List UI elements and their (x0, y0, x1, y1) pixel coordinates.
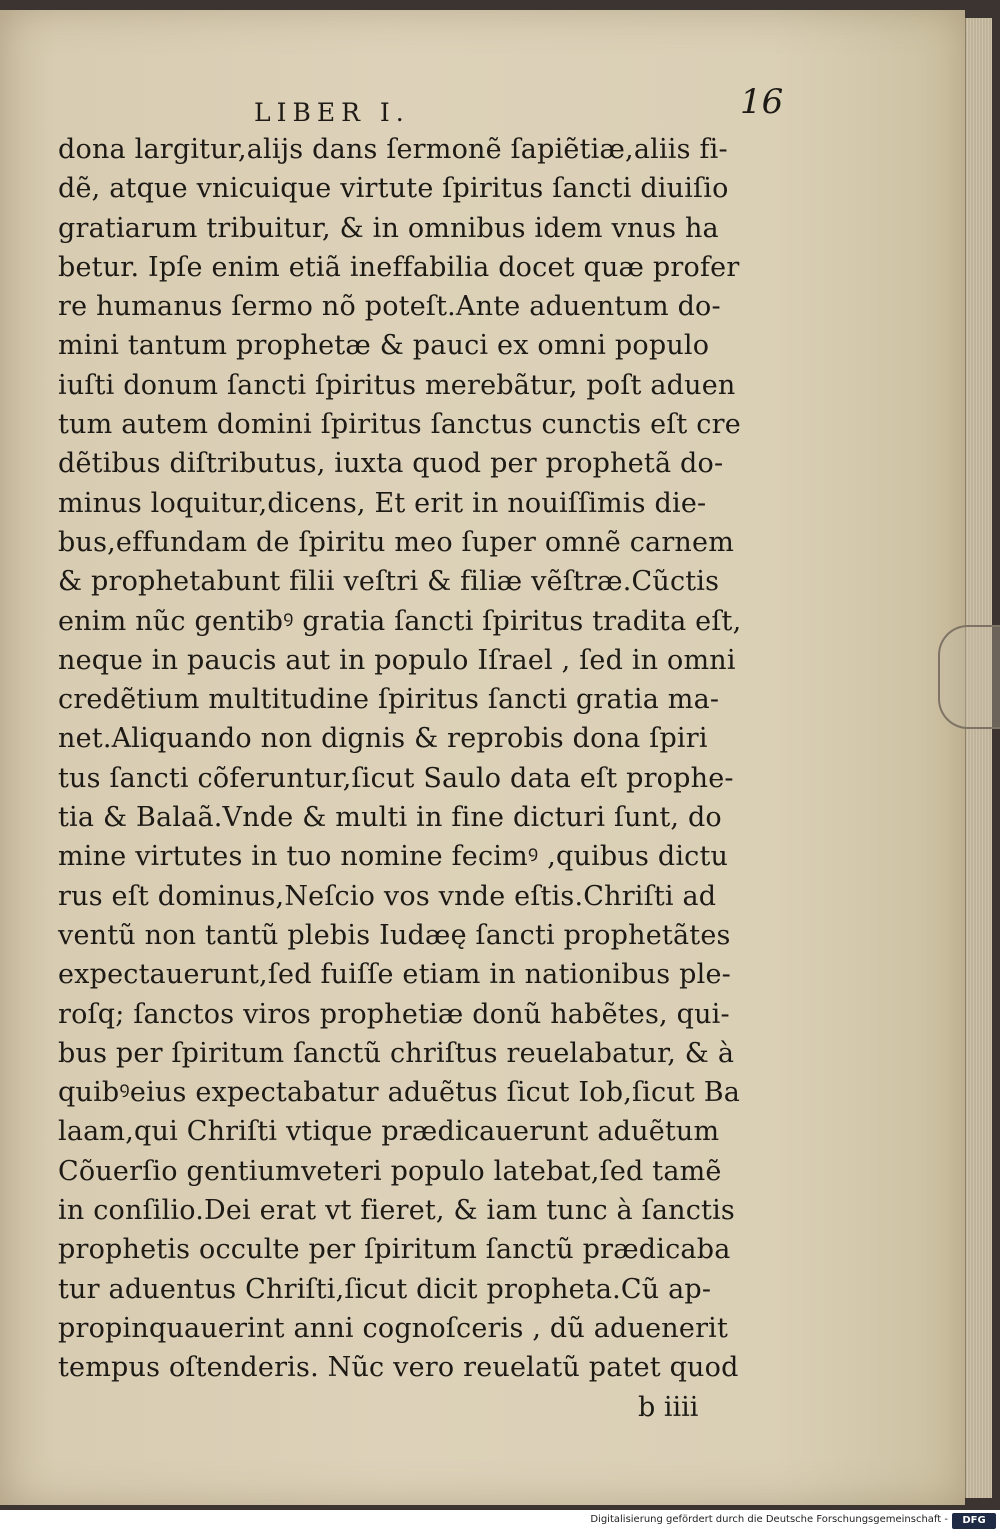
book-fore-edge (965, 18, 992, 1498)
text-line: tempus oſtenderis. Nũc vero reuelatũ patet quod (58, 1352, 739, 1384)
text-line: gratiarum tribuitur, & in omnibus idem vnus ha (58, 212, 719, 244)
text-line: propinquauerint anni cognoſceris , dũ aduenerit (58, 1312, 729, 1344)
text-line: mini tantum prophetæ & pauci ex omni populo (58, 330, 710, 362)
text-line: credẽtium multitudine ſpiritus ſancti gratia ma- (58, 684, 720, 716)
text-line: tur aduentus Chriſti,ſicut dicit propheta.Cũ ap- (58, 1273, 712, 1305)
text-line: enim nũc gentibꝰ gratia ſancti ſpiritus tradita eſt, (58, 605, 742, 637)
text-line: & prophetabunt filii veſtri & filiæ vẽſtræ.Cũctis (58, 566, 720, 598)
text-line: tum autem domini ſpiritus ſanctus cunctis eſt cre (58, 409, 741, 441)
page-header (0, 82, 965, 127)
text-line: dẽ, atque vnicuique virtute ſpiritus ſancti diuiſio (58, 173, 729, 205)
text-line: dẽtibus diſtributus, iuxta quod per prophetã do- (58, 448, 724, 480)
text-line: ventũ non tantũ plebis Iudæę ſancti prophetãtes (58, 919, 731, 951)
text-line: expectauerunt,ſed fuiſſe etiam in nationibus ple- (58, 959, 731, 991)
text-line: betur. Ipſe enim etiã ineffabilia docet quæ profer (58, 251, 740, 283)
text-line: dona largitur,alijs dans ſermonẽ ſapiẽtiæ,aliis fi- (58, 134, 728, 165)
text-line: in conſilio.Dei erat vt fieret, & iam tunc à ſanctis (58, 1195, 735, 1227)
text-line: iuſti donum ſancti ſpiritus merebãtur, poſt aduen (58, 369, 736, 401)
dfg-logo: DFG (952, 1513, 996, 1529)
page-number: 16 (740, 82, 784, 122)
clip-tab (938, 625, 1000, 729)
text-line: tia & Balaã.Vnde & multi in fine dicturi ſunt, do (58, 802, 722, 834)
footer-credit: Digitalisierung gefördert durch die Deutsche Forschungsgemeinschaft - (590, 1514, 948, 1525)
text-line: bus,effundam de ſpiritu meo ſuper omnẽ carnem (58, 526, 734, 558)
text-line: net.Aliquando non dignis & reprobis dona ſpiri (58, 723, 708, 755)
text-line: quibꝰeius expectabatur aduẽtus ſicut Iob,ſicut Ba (58, 1077, 741, 1109)
text-line: rus eſt dominus,Neſcio vos vnde eſtis.Chriſti ad (58, 880, 717, 912)
text-line: re humanus ſermo nõ poteſt.Ante aduentum do- (58, 291, 721, 323)
text-line: neque in paucis aut in populo Iſrael , ſed in omni (58, 644, 736, 676)
body-text (58, 130, 818, 1388)
text-line: Cõuerſio gentiumveteri populo latebat,ſed tamẽ (58, 1155, 722, 1187)
footer-bar (0, 1510, 1000, 1533)
text-line: roſq; ſanctos viros prophetiæ donũ habẽtes, qui- (58, 998, 730, 1030)
text-line: laam,qui Chriſti vtique prædicauerunt aduẽtum (58, 1116, 720, 1148)
text-line: mine virtutes in tuo nomine fecimꝰ ,quibus dictu (58, 841, 729, 873)
text-line: prophetis occulte per ſpiritum ſanctũ prædicaba (58, 1234, 731, 1266)
text-line: bus per ſpiritum ſanctũ chriſtus reuelabatur, & à (58, 1037, 735, 1069)
text-line: tus ſancti cõferuntur,ſicut Saulo data eſt prophe- (58, 762, 734, 794)
running-title: LIBER I. (254, 98, 410, 127)
signature-mark: b iiii (638, 1392, 699, 1423)
text-line: minus loquitur,dicens, Et erit in nouiſſimis die- (58, 487, 707, 519)
